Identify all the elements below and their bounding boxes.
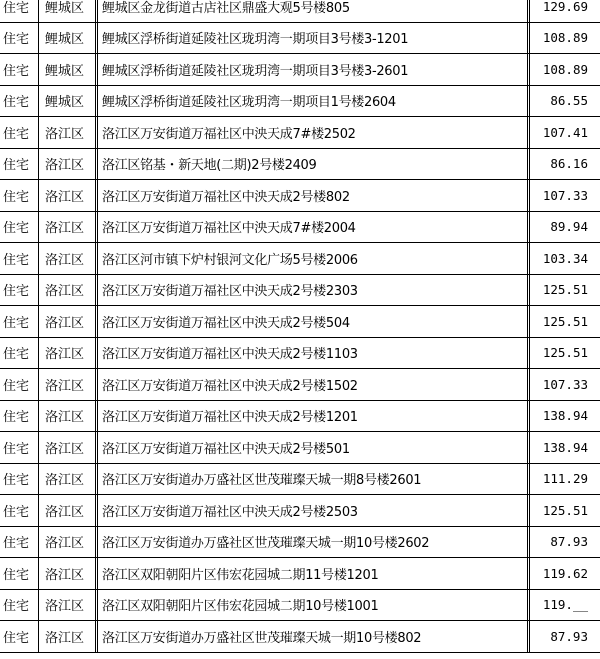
district-cell: 洛江区	[38, 369, 95, 400]
area-cell: 111.29	[527, 464, 600, 495]
property-type-cell: 住宅	[3, 221, 30, 237]
district-cell: 洛江区	[38, 149, 95, 180]
district-cell: 洛江区	[38, 558, 95, 589]
district-cell: 洛江区	[38, 275, 95, 306]
address-cell: 洛江区双阳朝阳片区伟宏花园城二期11号楼1201	[95, 558, 527, 589]
property-type-cell: 住宅	[3, 1, 30, 17]
table-row	[0, 621, 600, 653]
area-cell: 129.69	[527, 0, 600, 22]
table-row	[0, 558, 600, 590]
table-row	[0, 180, 600, 212]
district-cell: 洛江区	[38, 338, 95, 369]
district-cell: 洛江区	[38, 212, 95, 243]
district-cell: 鲤城区	[38, 23, 95, 54]
property-type-cell: 住宅	[3, 504, 30, 520]
district-cell: 洛江区	[38, 401, 95, 432]
district-cell: 鲤城区	[38, 0, 95, 22]
property-type-cell: 住宅	[3, 95, 30, 111]
area-cell: 107.41	[527, 117, 600, 148]
area-cell: 125.51	[527, 338, 600, 369]
district-cell: 鲤城区	[38, 54, 95, 85]
table-row	[0, 86, 600, 118]
address-cell: 洛江区万安街道万福社区中泱天成2号楼1201	[95, 401, 527, 432]
table-row	[0, 306, 600, 338]
district-cell: 洛江区	[38, 495, 95, 526]
district-cell: 洛江区	[38, 117, 95, 148]
property-type-cell: 住宅	[3, 284, 30, 300]
district-cell: 洛江区	[38, 590, 95, 621]
address-cell: 洛江区双阳朝阳片区伟宏花园城二期10号楼1001	[95, 590, 527, 621]
area-cell: 86.55	[527, 86, 600, 117]
address-cell: 洛江区万安街道万福社区中泱天成2号楼802	[95, 180, 527, 211]
area-cell: 119.__	[527, 590, 600, 621]
table-row	[0, 149, 600, 181]
area-cell: 89.94	[527, 212, 600, 243]
table-row	[0, 338, 600, 370]
address-cell: 洛江区万安街道万福社区中泱天成7#楼2004	[95, 212, 527, 243]
table-row	[0, 369, 600, 401]
address-cell: 洛江区万安街道万福社区中泱天成2号楼2503	[95, 495, 527, 526]
table-row	[0, 275, 600, 307]
area-cell: 87.93	[527, 621, 600, 652]
district-cell: 洛江区	[38, 243, 95, 274]
table-row	[0, 527, 600, 559]
district-cell: 洛江区	[38, 527, 95, 558]
property-type-cell: 住宅	[3, 630, 30, 646]
table-row	[0, 0, 600, 23]
table-row	[0, 590, 600, 622]
area-cell: 103.34	[527, 243, 600, 274]
address-cell: 鲤城区浮桥街道延陵社区珑玥湾一期项目3号楼3-2601	[95, 54, 527, 85]
address-cell: 鲤城区金龙街道古店社区鼎盛大观5号楼805	[95, 0, 527, 22]
district-cell: 洛江区	[38, 180, 95, 211]
table-row	[0, 495, 600, 527]
address-cell: 洛江区万安街道万福社区中泱天成2号楼501	[95, 432, 527, 463]
area-cell: 107.33	[527, 369, 600, 400]
table-row	[0, 212, 600, 244]
address-cell: 洛江区河市镇下炉村银河文化广场5号楼2006	[95, 243, 527, 274]
address-cell: 鲤城区浮桥街道延陵社区珑玥湾一期项目3号楼3-1201	[95, 23, 527, 54]
address-cell: 洛江区万安街道办万盛社区世茂璀璨天城一期10号楼2602	[95, 527, 527, 558]
address-cell: 鲤城区浮桥街道延陵社区珑玥湾一期项目1号楼2604	[95, 86, 527, 117]
property-type-cell: 住宅	[3, 410, 30, 426]
table-row	[0, 401, 600, 433]
area-cell: 125.51	[527, 495, 600, 526]
address-cell: 洛江区万安街道办万盛社区世茂璀璨天城一期10号楼802	[95, 621, 527, 652]
table-row	[0, 23, 600, 55]
table-row	[0, 54, 600, 86]
address-cell: 洛江区铭基・新天地(二期)2号楼2409	[95, 149, 527, 180]
address-cell: 洛江区万安街道万福社区中泱天成2号楼504	[95, 306, 527, 337]
property-type-cell: 住宅	[3, 315, 30, 331]
district-cell: 洛江区	[38, 432, 95, 463]
property-type-cell: 住宅	[3, 441, 30, 457]
area-cell: 108.89	[527, 54, 600, 85]
address-cell: 洛江区万安街道万福社区中泱天成2号楼1502	[95, 369, 527, 400]
property-type-cell: 住宅	[3, 536, 30, 552]
table-row	[0, 117, 600, 149]
property-type-cell: 住宅	[3, 126, 30, 142]
area-cell: 87.93	[527, 527, 600, 558]
area-cell: 107.33	[527, 180, 600, 211]
address-cell: 洛江区万安街道万福社区中泱天成7#楼2502	[95, 117, 527, 148]
property-type-cell: 住宅	[3, 252, 30, 268]
address-cell: 洛江区万安街道万福社区中泱天成2号楼2303	[95, 275, 527, 306]
property-type-cell: 住宅	[3, 63, 30, 79]
district-cell: 洛江区	[38, 621, 95, 652]
area-cell: 138.94	[527, 401, 600, 432]
area-cell: 86.16	[527, 149, 600, 180]
property-type-cell: 住宅	[3, 378, 30, 394]
property-type-cell: 住宅	[3, 347, 30, 363]
property-type-cell: 住宅	[3, 567, 30, 583]
property-type-cell: 住宅	[3, 473, 30, 489]
property-type-cell: 住宅	[3, 599, 30, 615]
area-cell: 138.94	[527, 432, 600, 463]
address-cell: 洛江区万安街道万福社区中泱天成2号楼1103	[95, 338, 527, 369]
district-cell: 鲤城区	[38, 86, 95, 117]
property-type-cell: 住宅	[3, 32, 30, 48]
table-row	[0, 432, 600, 464]
table-row	[0, 243, 600, 275]
table-row	[0, 464, 600, 496]
property-type-cell: 住宅	[3, 189, 30, 205]
area-cell: 125.51	[527, 275, 600, 306]
address-cell: 洛江区万安街道办万盛社区世茂璀璨天城一期8号楼2601	[95, 464, 527, 495]
area-cell: 108.89	[527, 23, 600, 54]
district-cell: 洛江区	[38, 464, 95, 495]
area-cell: 125.51	[527, 306, 600, 337]
property-type-cell: 住宅	[3, 158, 30, 174]
area-cell: 119.62	[527, 558, 600, 589]
district-cell: 洛江区	[38, 306, 95, 337]
